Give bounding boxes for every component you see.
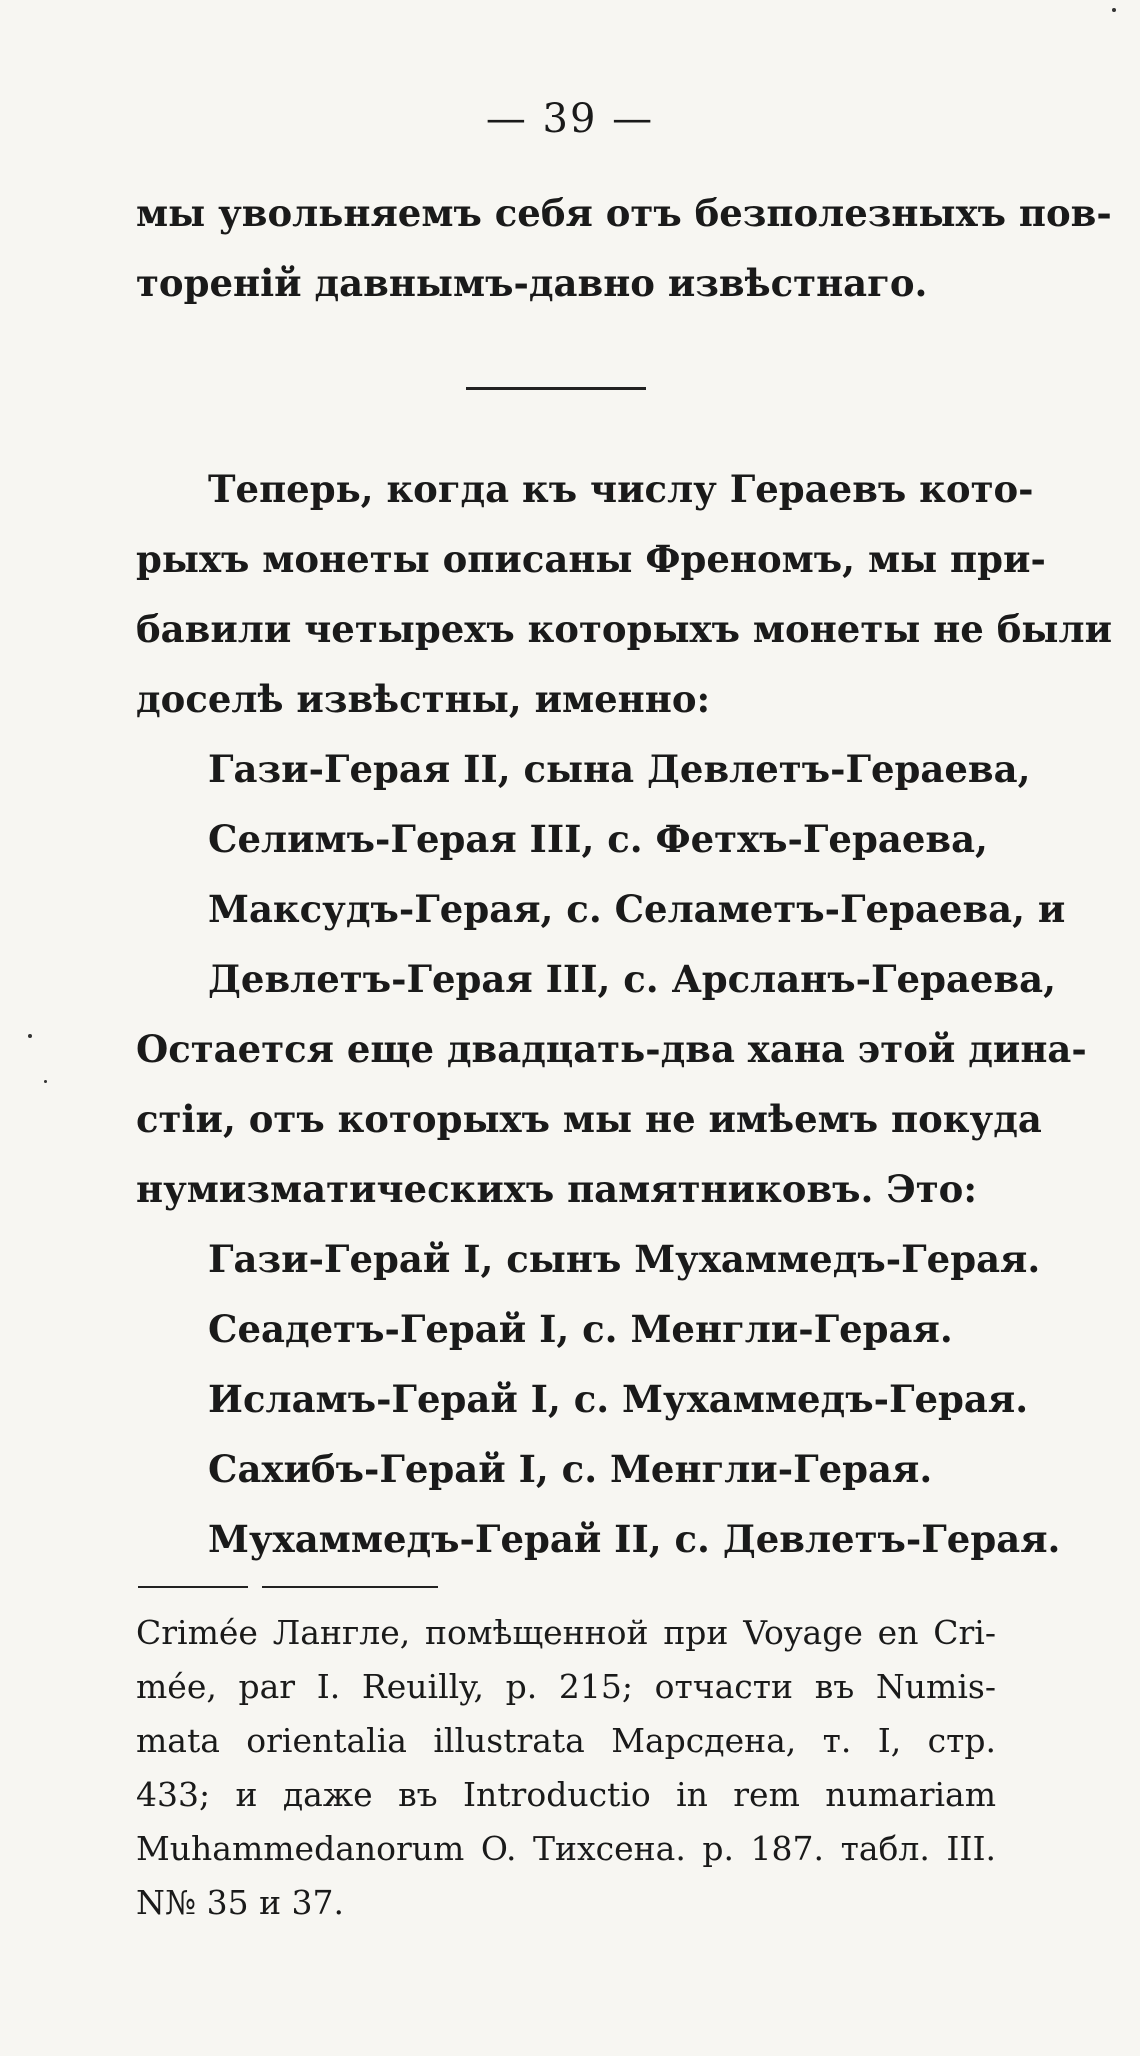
footnote-line: mata orientalia illustrata Марсдена, т. I, стр.	[136, 1721, 996, 1760]
section-divider	[466, 387, 646, 390]
text-line: нумизматическихъ памятниковъ. Это:	[136, 1167, 978, 1211]
footnote-block	[136, 1606, 996, 1930]
list-item: Сахибъ-Герай I, с. Менгли-Герая.	[208, 1447, 933, 1491]
text-line: доселѣ извѣстны, именно:	[136, 677, 711, 721]
list-item: Гази-Герай I, сынъ Мухаммедъ-Герая.	[208, 1237, 1041, 1281]
footnote-line: 433; и даже въ Introductio in rem numariam	[136, 1775, 996, 1814]
footnote-line: N№ 35 и 37.	[136, 1883, 345, 1922]
paragraph-block	[136, 454, 1113, 1574]
footnote-line: Crimée Лангле, помѣщенной при Voyage en Cri-	[136, 1613, 996, 1652]
list-item: Максудъ-Герая, с. Селаметъ-Гераева, и	[208, 887, 1066, 931]
list-item: Исламъ-Герай I, с. Мухаммедъ-Герая.	[208, 1377, 1029, 1421]
list-item: Девлетъ-Герая III, с. Арсланъ-Гераева,	[208, 957, 1057, 1001]
scan-speck	[44, 1080, 47, 1083]
scan-speck	[28, 1034, 32, 1038]
list-item: Сеадетъ-Герай I, с. Менгли-Герая.	[208, 1307, 953, 1351]
text-line: Остается еще двадцать-два хана этой дина-	[136, 1027, 1087, 1071]
page-number: — 39 —	[485, 96, 655, 142]
list-item: Мухаммедъ-Герай II, с. Девлетъ-Герая.	[208, 1517, 1061, 1561]
text-line: рыхъ монеты описаны Френомъ, мы при-	[136, 537, 1046, 581]
footnote-line: mée, par I. Reuilly, p. 215; отчасти въ Numis-	[136, 1667, 996, 1706]
footnote-rule	[262, 1586, 438, 1588]
footnote-rule	[138, 1586, 248, 1588]
text-line: стіи, отъ которыхъ мы не имѣемъ покуда	[136, 1097, 1042, 1141]
list-item: Гази-Герая II, сына Девлетъ-Гераева,	[208, 747, 1031, 791]
scan-speck	[1112, 8, 1116, 12]
text-line: Теперь, когда къ числу Гераевъ кото-	[208, 467, 1034, 511]
list-item: Селимъ-Герая III, с. Фетхъ-Гераева,	[208, 817, 988, 861]
footnote-line: Muhammedanorum O. Тихсена. p. 187. табл. III.	[136, 1829, 996, 1868]
text-line: мы увольняемъ себя отъ безполезныхъ пов-	[136, 191, 1112, 235]
top-text-block	[136, 178, 1112, 318]
text-line: тореній давнымъ-давно извѣстнаго.	[136, 261, 928, 305]
text-line: бавили четырехъ которыхъ монеты не были	[136, 607, 1113, 651]
